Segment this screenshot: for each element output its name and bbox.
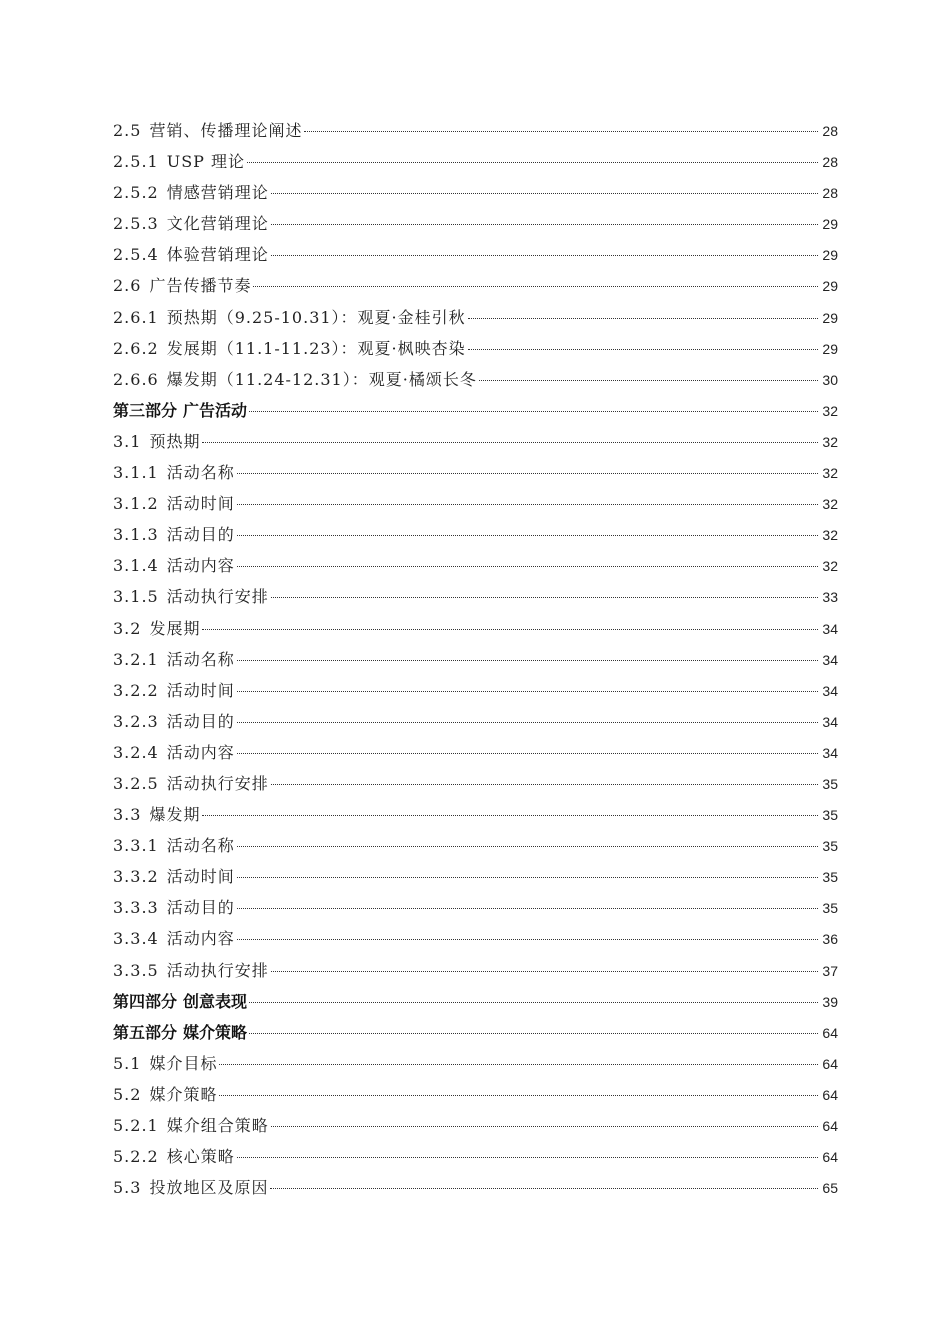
toc-entry-title: 情感营销理论: [166, 183, 269, 203]
toc-entry[interactable]: [113, 1141, 838, 1172]
toc-entry[interactable]: [113, 986, 838, 1017]
toc-entry-title: 爆发期: [149, 805, 201, 825]
toc-entry-page-number: 65: [822, 1180, 838, 1197]
toc-entry-title: 活动内容: [166, 742, 235, 762]
toc-entry[interactable]: [113, 457, 838, 488]
toc-dot-leader: [249, 1002, 818, 1003]
toc-entry-page-number: 34: [822, 651, 838, 668]
toc-entry-number: 3.2: [113, 618, 142, 638]
toc-entry-title: 活动目的: [166, 711, 235, 731]
toc-entry-number: 5.3: [113, 1178, 142, 1198]
toc-entry-page-number: 33: [822, 589, 838, 606]
toc-entry-title: 活动名称: [166, 463, 235, 483]
toc-dot-leader: [468, 349, 818, 350]
toc-dot-leader: [237, 473, 818, 474]
toc-entry-number: 3.1.3: [113, 525, 159, 545]
toc-entry-page-number: 39: [822, 993, 838, 1010]
toc-dot-leader: [237, 1157, 818, 1158]
toc-entry[interactable]: [113, 1048, 838, 1079]
toc-entry-page-number: 34: [822, 620, 838, 637]
toc-entry[interactable]: [113, 364, 838, 395]
toc-entry-number: 2.5.1: [113, 152, 159, 172]
toc-dot-leader: [202, 442, 818, 443]
toc-entry-number: 2.6.1: [113, 307, 159, 327]
toc-entry-title: 发展期: [149, 618, 201, 638]
toc-entry[interactable]: [113, 115, 838, 146]
toc-dot-leader: [247, 162, 818, 163]
toc-entry-number: 第五部分: [113, 1022, 178, 1042]
toc-entry-number: 2.5.3: [113, 214, 159, 234]
toc-entry[interactable]: [113, 799, 838, 830]
toc-entry-page-number: 35: [822, 775, 838, 792]
toc-entry-page-number: 35: [822, 807, 838, 824]
toc-entry[interactable]: [113, 892, 838, 923]
toc-entry-page-number: 28: [822, 123, 838, 139]
toc-entry-number: 2.5.2: [113, 183, 159, 203]
toc-entry-title: 媒介组合策略: [166, 1116, 269, 1135]
toc-entry-page-number: 64: [822, 1086, 838, 1103]
toc-dot-leader: [271, 597, 818, 598]
toc-entry[interactable]: [113, 270, 838, 301]
toc-entry-title: 营销、传播理论阐述: [149, 121, 303, 140]
toc-entry-title: 活动目的: [166, 525, 235, 545]
toc-entry-page-number: 35: [822, 900, 838, 917]
toc-entry[interactable]: [113, 1172, 838, 1203]
toc-entry-number: 3.1: [113, 431, 142, 451]
toc-entry-title: 活动名称: [166, 649, 235, 669]
toc-entry-title: 活动内容: [166, 929, 235, 949]
toc-entry[interactable]: [113, 955, 838, 986]
toc-entry-page-number: 32: [822, 558, 838, 575]
toc-entry-title: 媒介策略: [149, 1084, 218, 1104]
toc-dot-leader: [202, 629, 818, 630]
toc-entry-number: 3.2.2: [113, 680, 159, 700]
toc-entry-title: 活动时间: [166, 494, 235, 514]
toc-entry[interactable]: [113, 613, 838, 644]
toc-entry-page-number: 29: [822, 340, 838, 357]
toc-entry[interactable]: [113, 706, 838, 737]
toc-entry-number: 5.2.2: [113, 1147, 159, 1167]
toc-dot-leader: [219, 1095, 818, 1096]
toc-entry-number: 第三部分: [113, 400, 178, 420]
toc-entry-page-number: 64: [822, 1149, 838, 1166]
toc-dot-leader: [271, 224, 818, 225]
toc-entry-page-number: 64: [822, 1055, 838, 1072]
toc-entry-number: 3.3.5: [113, 960, 159, 980]
toc-entry[interactable]: [113, 923, 838, 954]
toc-entry[interactable]: [113, 861, 838, 892]
toc-entry-page-number: 64: [822, 1118, 838, 1134]
toc-entry-page-number: 29: [822, 278, 838, 295]
toc-entry-page-number: 30: [822, 371, 838, 388]
toc-entry-number: 3.3.4: [113, 929, 159, 949]
toc-entry-number: 3.2.1: [113, 649, 159, 669]
toc-entry[interactable]: [113, 581, 838, 612]
toc-entry[interactable]: [113, 519, 838, 550]
toc-entry-title: 媒介策略: [183, 1022, 248, 1042]
toc-entry-title: 媒介目标: [149, 1053, 218, 1073]
toc-entry-title: USP 理论: [166, 152, 246, 172]
toc-entry-page-number: 34: [822, 713, 838, 730]
toc-entry-title: 活动执行安排: [166, 587, 269, 607]
toc-entry[interactable]: [113, 1017, 838, 1048]
toc-entry[interactable]: [113, 395, 838, 426]
toc-entry[interactable]: [113, 488, 838, 519]
toc-entry-title: 活动时间: [166, 867, 235, 887]
toc-entry-page-number: 34: [822, 682, 838, 699]
toc-dot-leader: [271, 784, 818, 785]
toc-dot-leader: [237, 535, 818, 536]
toc-entry-title: 文化营销理论: [166, 214, 269, 234]
toc-entry[interactable]: [113, 208, 838, 239]
toc-entry[interactable]: [113, 1110, 838, 1141]
toc-dot-leader: [237, 660, 818, 661]
toc-entry[interactable]: [113, 644, 838, 675]
toc-entry-title: 预热期（9.25-10.31）：观夏·金桂引秋: [166, 307, 466, 327]
toc-entry-title: 活动目的: [166, 898, 235, 918]
toc-dot-leader: [237, 846, 818, 847]
toc-entry-number: 第四部分: [113, 991, 178, 1011]
toc-dot-leader: [271, 1126, 818, 1127]
toc-dot-leader: [237, 908, 818, 909]
toc-entry-page-number: 29: [822, 309, 838, 326]
toc-dot-leader: [237, 939, 818, 940]
toc-entry-page-number: 35: [822, 838, 838, 855]
toc-entry-number: 3.1.5: [113, 587, 159, 607]
toc-entry[interactable]: [113, 146, 838, 177]
toc-entry-title: 爆发期（11.24-12.31）：观夏·橘颂长冬: [166, 369, 477, 389]
toc-entry-number: 2.6.6: [113, 369, 159, 389]
toc-entry-number: 5.2: [113, 1084, 142, 1104]
toc-entry-number: 3.3.2: [113, 867, 159, 887]
toc-entry[interactable]: [113, 333, 838, 364]
toc-entry[interactable]: [113, 239, 838, 270]
toc-entry-title: 广告活动: [183, 400, 248, 420]
toc-entry-title: 创意表现: [183, 991, 248, 1011]
toc-entry-page-number: 32: [822, 465, 838, 482]
toc-dot-leader: [237, 722, 818, 723]
table-of-contents: [113, 115, 838, 1203]
toc-dot-leader: [253, 286, 818, 287]
toc-dot-leader: [249, 411, 818, 412]
toc-dot-leader: [270, 1188, 818, 1189]
toc-entry-number: 3.3.3: [113, 898, 159, 918]
toc-entry-page-number: 32: [822, 402, 838, 419]
toc-entry[interactable]: [113, 1079, 838, 1110]
toc-entry-page-number: 64: [822, 1024, 838, 1041]
toc-entry-number: 3.1.1: [113, 463, 159, 483]
toc-entry-title: 投放地区及原因: [149, 1178, 269, 1198]
toc-dot-leader: [271, 971, 818, 972]
toc-entry-title: 广告传播节奏: [149, 276, 252, 296]
toc-dot-leader: [237, 877, 818, 878]
toc-entry-page-number: 32: [822, 433, 838, 450]
toc-entry-title: 活动时间: [166, 680, 235, 700]
toc-entry-number: 2.5.4: [113, 245, 159, 265]
toc-entry-number: 5.1: [113, 1053, 142, 1073]
toc-entry-title: 活动名称: [166, 836, 235, 856]
toc-dot-leader: [249, 1033, 818, 1034]
toc-entry[interactable]: [113, 830, 838, 861]
toc-entry-page-number: 37: [822, 962, 838, 979]
toc-dot-leader: [237, 566, 818, 567]
toc-dot-leader: [479, 380, 818, 381]
toc-dot-leader: [304, 131, 818, 132]
toc-entry-number: 2.6.2: [113, 338, 159, 358]
toc-entry-page-number: 34: [822, 744, 838, 761]
toc-entry-page-number: 29: [822, 216, 838, 233]
toc-entry-number: 2.5: [113, 121, 142, 140]
toc-entry-title: 活动内容: [166, 556, 235, 576]
toc-entry[interactable]: [113, 675, 838, 706]
toc-dot-leader: [468, 318, 818, 319]
toc-entry-title: 体验营销理论: [166, 245, 269, 265]
toc-entry-title: 活动执行安排: [166, 773, 269, 793]
toc-entry-number: 5.2.1: [113, 1116, 159, 1135]
toc-entry-page-number: 32: [822, 496, 838, 513]
toc-entry-number: 3.1.4: [113, 556, 159, 576]
toc-entry-page-number: 29: [822, 247, 838, 264]
toc-dot-leader: [271, 255, 818, 256]
toc-entry[interactable]: [113, 768, 838, 799]
toc-entry-number: 3.3: [113, 805, 142, 825]
toc-entry-page-number: 36: [822, 931, 838, 948]
toc-entry-page-number: 28: [822, 185, 838, 202]
toc-entry-number: 3.2.3: [113, 711, 159, 731]
toc-dot-leader: [237, 753, 818, 754]
toc-entry-title: 预热期: [149, 431, 201, 451]
toc-entry-page-number: 28: [822, 154, 838, 171]
toc-entry-number: 2.6: [113, 276, 142, 296]
toc-entry-page-number: 32: [822, 527, 838, 544]
toc-entry-title: 核心策略: [166, 1147, 235, 1167]
toc-entry-title: 发展期（11.1-11.23）：观夏·枫映杏染: [166, 338, 466, 358]
toc-dot-leader: [237, 504, 818, 505]
toc-entry-title: 活动执行安排: [166, 960, 269, 980]
toc-entry-number: 3.2.5: [113, 773, 159, 793]
toc-entry[interactable]: [113, 737, 838, 768]
toc-entry[interactable]: [113, 302, 838, 333]
toc-dot-leader: [219, 1064, 818, 1065]
toc-entry-number: 3.3.1: [113, 836, 159, 856]
toc-entry[interactable]: [113, 177, 838, 208]
toc-entry-page-number: 35: [822, 869, 838, 886]
toc-entry-number: 3.2.4: [113, 742, 159, 762]
toc-entry[interactable]: [113, 426, 838, 457]
toc-dot-leader: [271, 193, 818, 194]
toc-dot-leader: [202, 815, 818, 816]
toc-dot-leader: [237, 691, 818, 692]
toc-entry-number: 3.1.2: [113, 494, 159, 514]
toc-entry[interactable]: [113, 550, 838, 581]
